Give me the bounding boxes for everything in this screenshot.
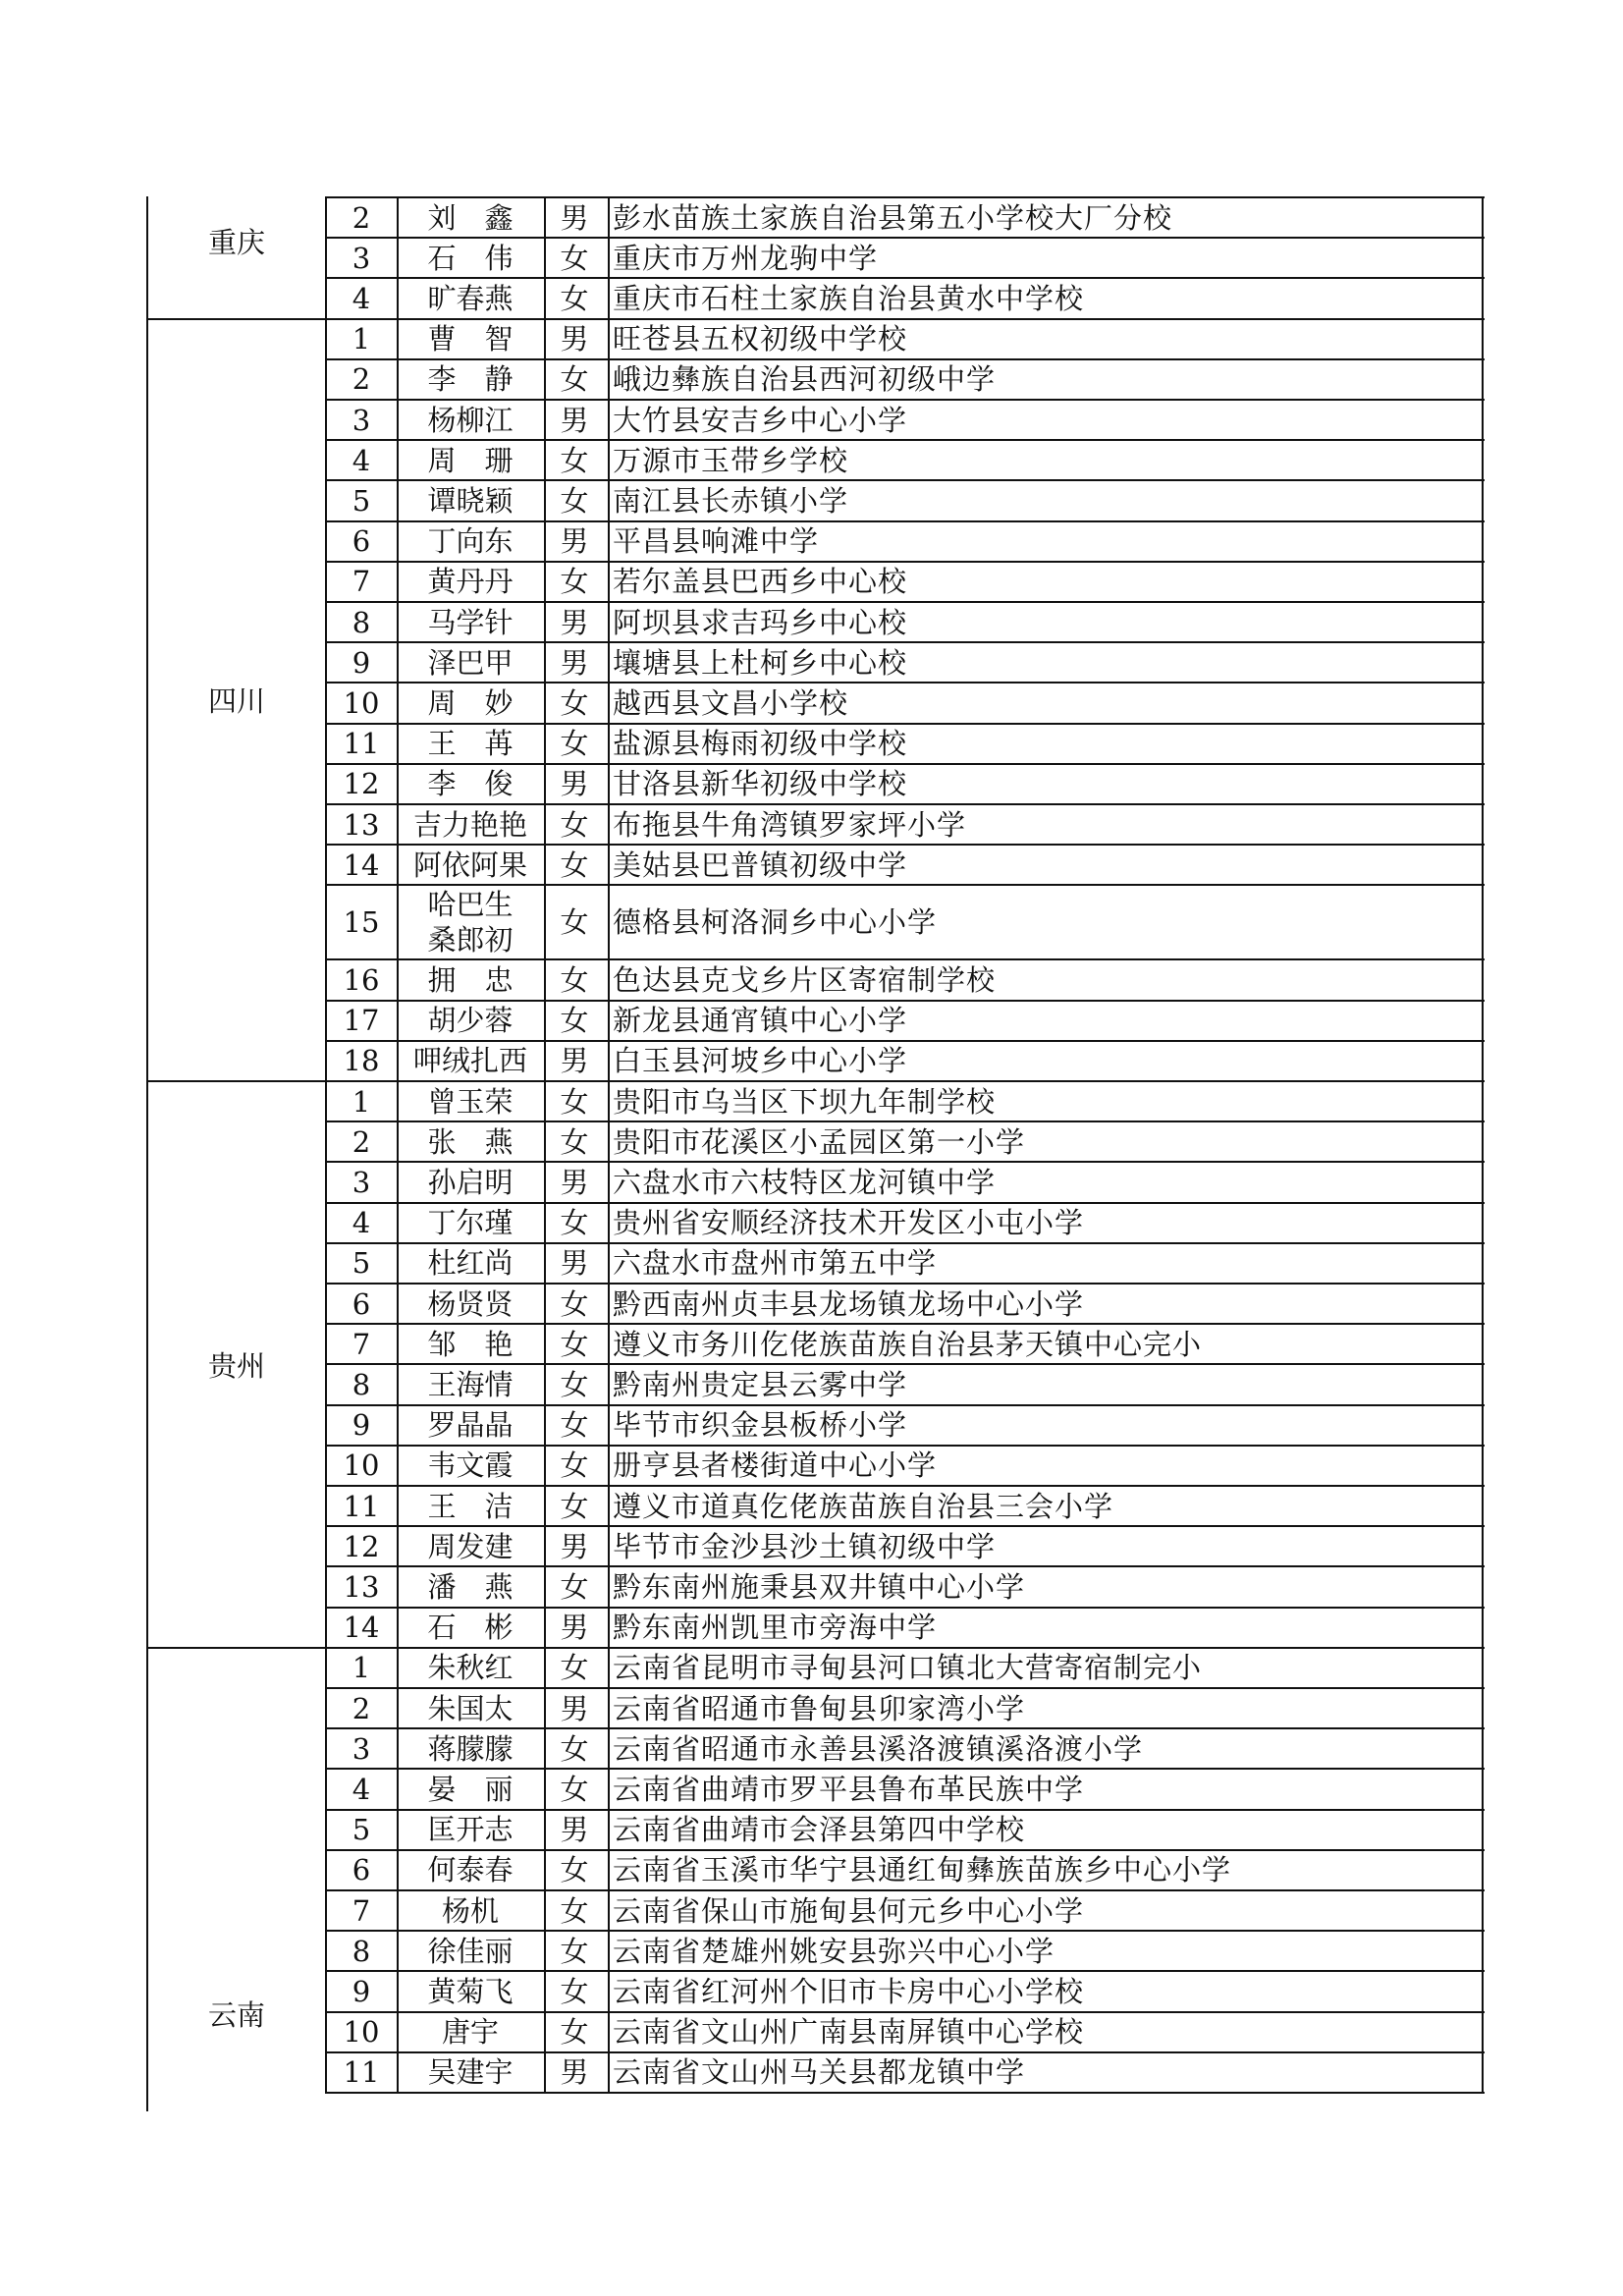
- teacher-name: 呷绒扎西: [412, 1044, 527, 1078]
- teacher-gender: 男: [560, 322, 589, 356]
- school-name: 旺苍县五权初级中学校: [613, 322, 908, 356]
- teacher-name: 朱秋红: [427, 1651, 514, 1685]
- row-number: 6: [352, 524, 371, 559]
- teacher-name: 杜红尚: [427, 1246, 514, 1281]
- school-name: 贵阳市花溪区小孟园区第一小学: [613, 1124, 1026, 1159]
- teacher-name: 曾玉荣: [427, 1084, 514, 1119]
- column-divider: [325, 196, 327, 2094]
- teacher-gender: 女: [560, 1124, 589, 1159]
- teacher-name: 黄菊飞: [427, 1974, 514, 2008]
- teacher-name: 王海情: [427, 1367, 514, 1401]
- table-row: [326, 1810, 1483, 1850]
- school-name: 贵州省安顺经济技术开发区小屯小学: [613, 1206, 1085, 1240]
- teacher-gender: 女: [560, 1731, 589, 1766]
- teacher-name: 拥 忠: [427, 962, 514, 997]
- row-number: 4: [352, 443, 371, 477]
- column-divider: [544, 196, 546, 2094]
- teacher-name: 周 妙: [427, 685, 514, 720]
- school-name: 云南省昆明市寻甸县河口镇北大营寄宿制完小: [613, 1651, 1203, 1685]
- teacher-name: 王 苒: [427, 727, 514, 761]
- row-number: 9: [352, 1408, 371, 1443]
- teacher-name: 杨柳江: [427, 403, 514, 437]
- teacher-name: 丁向东: [427, 524, 514, 559]
- row-number: 4: [352, 1206, 371, 1240]
- row-number: 14: [343, 847, 380, 882]
- school-name: 云南省文山州广南县南屏镇中心学校: [613, 2015, 1085, 2050]
- row-number: 3: [352, 403, 371, 437]
- column-divider: [146, 196, 148, 2111]
- school-name: 黔东南州施秉县双井镇中心小学: [613, 1569, 1026, 1604]
- school-name: 万源市玉带乡学校: [613, 443, 849, 477]
- table-row: [326, 1526, 1483, 1566]
- teacher-name: 石 彬: [427, 1611, 514, 1645]
- row-number: 11: [343, 2055, 380, 2090]
- school-name: 新龙县通宵镇中心小学: [613, 1004, 908, 1038]
- school-name: 重庆市万州龙驹中学: [613, 241, 879, 275]
- school-name: 黔南州贵定县云雾中学: [613, 1367, 908, 1401]
- teacher-gender: 男: [560, 524, 589, 559]
- school-name: 大竹县安吉乡中心小学: [613, 403, 908, 437]
- row-divider: [147, 1080, 326, 1082]
- table-row: [326, 683, 1483, 723]
- school-name: 黔东南州凯里市旁海中学: [613, 1611, 938, 1645]
- row-number: 2: [352, 1691, 371, 1725]
- teacher-gender: 女: [560, 241, 589, 275]
- table-row: [326, 642, 1483, 683]
- teacher-gender: 女: [560, 281, 589, 315]
- teacher-name: 石 伟: [427, 241, 514, 275]
- teacher-name: 谭晓颖: [427, 483, 514, 518]
- school-name: 贵阳市乌当区下坝九年制学校: [613, 1084, 997, 1119]
- teacher-gender: 女: [560, 1327, 589, 1361]
- school-name: 越西县文昌小学校: [613, 685, 849, 720]
- row-number: 7: [352, 565, 371, 599]
- school-name: 壤塘县上杜柯乡中心校: [613, 645, 908, 680]
- table-row: [326, 1284, 1483, 1324]
- school-name: 云南省保山市施甸县何元乡中心小学: [613, 1893, 1085, 1928]
- teacher-name: 吉力艳艳: [412, 807, 527, 842]
- teacher-name: 黄丹丹: [427, 565, 514, 599]
- table-row: [326, 1405, 1483, 1446]
- teacher-gender: 男: [560, 645, 589, 680]
- teacher-gender: 男: [560, 605, 589, 639]
- teacher-gender: 女: [560, 443, 589, 477]
- school-name: 遵义市道真仡佬族苗族自治县三会小学: [613, 1489, 1114, 1523]
- teacher-gender: 男: [560, 1044, 589, 1078]
- teacher-name: 李 俊: [427, 767, 514, 801]
- row-divider: [147, 318, 326, 320]
- table-row: [326, 764, 1483, 804]
- teacher-gender: 女: [560, 362, 589, 397]
- teacher-name: 晏 丽: [427, 1772, 514, 1806]
- teacher-gender: 女: [560, 1569, 589, 1604]
- teacher-gender: 女: [560, 1772, 589, 1806]
- table-row: [326, 521, 1483, 562]
- table-row: [326, 1648, 1483, 1688]
- teacher-gender: 女: [560, 807, 589, 842]
- teacher-name: 泽巴甲: [427, 645, 514, 680]
- row-number: 15: [343, 905, 380, 940]
- teacher-name: 马学针: [427, 605, 514, 639]
- teacher-name: 刘 鑫: [427, 200, 514, 235]
- school-name: 美姑县巴普镇初级中学: [613, 847, 908, 882]
- table-row: [326, 1324, 1483, 1364]
- row-number: 2: [352, 200, 371, 235]
- school-name: 峨边彝族自治县西河初级中学: [613, 362, 997, 397]
- table-row: [326, 197, 1483, 238]
- row-number: 13: [343, 1569, 380, 1604]
- table-row: [326, 602, 1483, 642]
- table-row: [326, 959, 1483, 1000]
- school-name: 平昌县响滩中学: [613, 524, 820, 559]
- table-row: [326, 1608, 1483, 1648]
- teacher-gender: 男: [560, 200, 589, 235]
- row-number: 1: [352, 322, 371, 356]
- teacher-name: 蒋朦朦: [427, 1731, 514, 1766]
- row-number: 10: [343, 2015, 380, 2050]
- table-row: [326, 1971, 1483, 2011]
- row-number: 5: [352, 1246, 371, 1281]
- teacher-name: 周 珊: [427, 443, 514, 477]
- row-number: 5: [352, 483, 371, 518]
- table-row: [326, 1001, 1483, 1041]
- table-row: [326, 1688, 1483, 1728]
- school-name: 重庆市石柱土家族自治县黄水中学校: [613, 281, 1085, 315]
- school-name: 六盘水市盘州市第五中学: [613, 1246, 938, 1281]
- column-divider: [1482, 196, 1484, 2094]
- teacher-gender: 女: [560, 1934, 589, 1968]
- row-number: 10: [343, 685, 380, 720]
- school-name: 黔西南州贞丰县龙场镇龙场中心小学: [613, 1286, 1085, 1321]
- table-row: [326, 2012, 1483, 2052]
- teacher-name: 唐宇: [441, 2015, 499, 2050]
- teacher-name: 何泰春: [427, 1853, 514, 1887]
- teacher-gender: 女: [560, 483, 589, 518]
- row-number: 17: [343, 1004, 380, 1038]
- school-name: 南江县长赤镇小学: [613, 483, 849, 518]
- school-name: 白玉县河坡乡中心小学: [613, 1044, 908, 1078]
- table-row: [326, 1486, 1483, 1526]
- row-number: 11: [343, 727, 380, 761]
- row-number: 9: [352, 1974, 371, 2008]
- teacher-name: 邹 艳: [427, 1327, 514, 1361]
- teacher-gender: 女: [560, 1489, 589, 1523]
- teacher-name: 吴建宇: [427, 2055, 514, 2090]
- teacher-gender: 男: [560, 1529, 589, 1563]
- table-row: [326, 804, 1483, 845]
- teacher-name: 胡少蓉: [427, 1004, 514, 1038]
- row-number: 2: [352, 362, 371, 397]
- teacher-gender: 女: [560, 905, 589, 940]
- school-name: 遵义市务川仡佬族苗族自治县茅天镇中心完小: [613, 1327, 1203, 1361]
- teacher-name: 韦文霞: [427, 1449, 514, 1483]
- row-number: 9: [352, 645, 371, 680]
- school-name: 布拖县牛角湾镇罗家坪小学: [613, 807, 967, 842]
- teacher-gender: 男: [560, 403, 589, 437]
- row-number: 12: [343, 767, 380, 801]
- teacher-gender: 女: [560, 1853, 589, 1887]
- teacher-gender: 女: [560, 1893, 589, 1928]
- teacher-gender: 男: [560, 1165, 589, 1199]
- teacher-name: 旷春燕: [427, 281, 514, 315]
- teacher-gender: 女: [560, 727, 589, 761]
- row-divider: [326, 2092, 1485, 2094]
- teacher-name: 张 燕: [427, 1124, 514, 1159]
- teacher-gender: 女: [560, 685, 589, 720]
- row-number: 8: [352, 1934, 371, 1968]
- row-number: 2: [352, 1124, 371, 1159]
- teacher-name: 阿依阿果: [412, 847, 527, 882]
- school-name: 德格县柯洛洞乡中心小学: [613, 905, 938, 940]
- table-row: [326, 724, 1483, 764]
- row-number: 4: [352, 281, 371, 315]
- table-row: [326, 278, 1483, 318]
- row-number: 3: [352, 1165, 371, 1199]
- teacher-name: 周发建: [427, 1529, 514, 1563]
- teacher-gender: 女: [560, 1408, 589, 1443]
- row-number: 3: [352, 1731, 371, 1766]
- table-row: [326, 440, 1483, 480]
- row-divider: [147, 1647, 326, 1649]
- school-name: 云南省玉溪市华宁县通红甸彝族苗族乡中心小学: [613, 1853, 1232, 1887]
- row-number: 16: [343, 962, 380, 997]
- table-row: [326, 1203, 1483, 1243]
- teacher-name: 朱国太: [427, 1691, 514, 1725]
- row-number: 6: [352, 1286, 371, 1321]
- row-number: 1: [352, 1084, 371, 1119]
- row-number: 8: [352, 1367, 371, 1401]
- table-row: [326, 2052, 1483, 2093]
- school-name: 彭水苗族土家族自治县第五小学校大厂分校: [613, 200, 1173, 235]
- table-row: [326, 1121, 1483, 1162]
- row-number: 14: [343, 1611, 380, 1645]
- row-number: 6: [352, 1853, 371, 1887]
- teacher-name: 杨贤贤: [427, 1286, 514, 1321]
- column-divider: [397, 196, 399, 2094]
- row-number: 4: [352, 1772, 371, 1806]
- teacher-gender: 男: [560, 1691, 589, 1725]
- table-row: [326, 1890, 1483, 1931]
- school-name: 云南省文山州马关县都龙镇中学: [613, 2055, 1026, 2090]
- teacher-name: 丁尔瑾: [427, 1206, 514, 1240]
- teacher-gender: 女: [560, 1974, 589, 2008]
- teacher-gender: 男: [560, 2055, 589, 2090]
- teacher-name: 潘 燕: [427, 1569, 514, 1604]
- school-name: 云南省曲靖市会泽县第四中学校: [613, 1813, 1026, 1847]
- teacher-name: 哈巴生桑郎初: [427, 888, 514, 957]
- table-row: [326, 1769, 1483, 1809]
- teacher-gender: 女: [560, 1367, 589, 1401]
- school-name: 甘洛县新华初级中学校: [613, 767, 908, 801]
- teacher-gender: 女: [560, 565, 589, 599]
- teacher-name: 罗晶晶: [427, 1408, 514, 1443]
- teacher-name: 曹 智: [427, 322, 514, 356]
- table-row: [326, 1364, 1483, 1404]
- school-name: 六盘水市六枝特区龙河镇中学: [613, 1165, 997, 1199]
- table-row: [326, 1081, 1483, 1121]
- teacher-gender: 女: [560, 1206, 589, 1240]
- teacher-gender: 男: [560, 1611, 589, 1645]
- table-row: [326, 1446, 1483, 1486]
- teacher-gender: 女: [560, 1286, 589, 1321]
- row-number: 3: [352, 241, 371, 275]
- teacher-gender: 女: [560, 1004, 589, 1038]
- row-number: 13: [343, 807, 380, 842]
- teacher-gender: 男: [560, 767, 589, 801]
- school-name: 册亨县者楼街道中心小学: [613, 1449, 938, 1483]
- school-name: 云南省曲靖市罗平县鲁布革民族中学: [613, 1772, 1085, 1806]
- teacher-gender: 女: [560, 1084, 589, 1119]
- teacher-name: 王 洁: [427, 1489, 514, 1523]
- row-number: 10: [343, 1449, 380, 1483]
- school-name: 云南省昭通市永善县溪洛渡镇溪洛渡小学: [613, 1731, 1144, 1766]
- teacher-name: 匡开志: [427, 1813, 514, 1847]
- teacher-name: 李 静: [427, 362, 514, 397]
- school-name: 云南省楚雄州姚安县弥兴中心小学: [613, 1934, 1055, 1968]
- table-row: [326, 845, 1483, 885]
- school-name: 毕节市织金县板桥小学: [613, 1408, 908, 1443]
- teacher-gender: 女: [560, 2015, 589, 2050]
- teacher-gender: 女: [560, 1651, 589, 1685]
- table-row: [326, 1931, 1483, 1971]
- row-number: 5: [352, 1813, 371, 1847]
- table-row: [326, 480, 1483, 520]
- table-row: [326, 1041, 1483, 1081]
- table-row: [326, 1566, 1483, 1607]
- row-number: 7: [352, 1893, 371, 1928]
- table-row: [326, 1162, 1483, 1202]
- row-number: 11: [343, 1489, 380, 1523]
- table-row: [326, 400, 1483, 440]
- teacher-gender: 男: [560, 1246, 589, 1281]
- teacher-name: 杨机: [441, 1893, 499, 1928]
- table-row: [326, 1850, 1483, 1890]
- school-name: 云南省昭通市鲁甸县卯家湾小学: [613, 1691, 1026, 1725]
- table-row: [326, 238, 1483, 278]
- teacher-gender: 女: [560, 847, 589, 882]
- province-label: 云南: [207, 1997, 265, 2032]
- row-number: 1: [352, 1651, 371, 1685]
- row-number: 18: [343, 1044, 380, 1078]
- province-label: 贵州: [207, 1348, 265, 1383]
- school-name: 阿坝县求吉玛乡中心校: [613, 605, 908, 639]
- table-row: [326, 1728, 1483, 1769]
- row-number: 8: [352, 605, 371, 639]
- school-name: 云南省红河州个旧市卡房中心小学校: [613, 1974, 1085, 2008]
- province-label: 重庆: [207, 226, 265, 259]
- school-name: 盐源县梅雨初级中学校: [613, 727, 908, 761]
- table-row: [326, 1243, 1483, 1284]
- province-label: 四川: [207, 684, 265, 719]
- teacher-name: 孙启明: [427, 1165, 514, 1199]
- school-name: 若尔盖县巴西乡中心校: [613, 565, 908, 599]
- teacher-name: 徐佳丽: [427, 1934, 514, 1968]
- table-row: [326, 562, 1483, 602]
- table-row: [326, 885, 1483, 959]
- teacher-gender: 女: [560, 1449, 589, 1483]
- column-divider: [608, 196, 610, 2094]
- table-row: [326, 359, 1483, 400]
- table-row: [326, 319, 1483, 359]
- school-name: 色达县克戈乡片区寄宿制学校: [613, 962, 997, 997]
- row-number: 7: [352, 1327, 371, 1361]
- row-number: 12: [343, 1529, 380, 1563]
- teacher-gender: 男: [560, 1813, 589, 1847]
- teacher-gender: 女: [560, 962, 589, 997]
- school-name: 毕节市金沙县沙土镇初级中学: [613, 1529, 997, 1563]
